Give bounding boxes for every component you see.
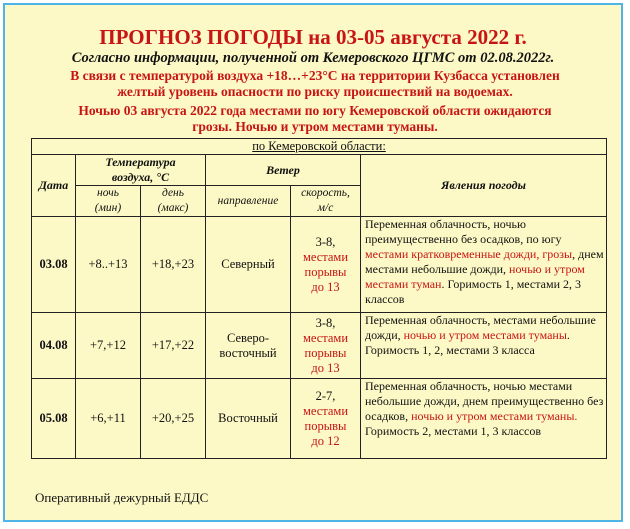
row-wind-speed [291, 313, 361, 379]
row-wind-direction [206, 313, 291, 379]
phenomena-segment: Горимость 2, местами 1, 3 классов [365, 424, 541, 438]
row-day-temp: +17,+22 [141, 313, 206, 379]
forecast-panel [3, 3, 623, 522]
header-temperature-line1: Температура [105, 155, 176, 169]
row-speed-gust-line1: местами [302, 403, 349, 418]
row-wind-direction [206, 379, 291, 459]
header-temperature-line2: воздуха, °С [111, 170, 170, 184]
phenomena-segment-warning: ночью и утром местами туман [365, 262, 585, 291]
row-speed-gust-line2: порывы [304, 418, 347, 433]
source-subtitle: Согласно информации, полученной от Кемеровского ЦГМС от 02.08.2022г. [71, 50, 555, 66]
row-speed-gust-line1: местами [302, 330, 349, 345]
warning-line-1: В связи с температурой воздуха +18…+23°С на территории Кузбасса установлен [70, 68, 560, 83]
row-speed-gust-line2: порывы [304, 264, 347, 279]
header-phenomena: Явления погоды [361, 155, 607, 217]
warning-line-2: желтый уровень опасности по риску происшествий на водоемах. [117, 84, 513, 99]
warning-line-3: Ночью 03 августа 2022 года местами по югу Кемеровской области ожидаются [78, 103, 552, 118]
row-phenomena [361, 313, 607, 379]
row-speed-range: 3-8, [315, 315, 336, 330]
row-speed-range: 2-7, [315, 388, 336, 403]
header-direction: направление [206, 186, 291, 217]
header-speed-line1: скорость, [301, 187, 350, 199]
row-speed-gust-line3: до 13 [311, 360, 340, 375]
header-night [76, 186, 141, 217]
row-speed-gust-line3: до 12 [311, 433, 340, 448]
row-speed-range: 3-8, [315, 234, 336, 249]
row-day-temp: +18,+23 [141, 217, 206, 313]
table-row [32, 313, 607, 379]
row-date: 04.08 [32, 313, 76, 379]
row-wind-direction-line1: Восточный [218, 411, 278, 425]
row-wind-direction-line1: Северо- [226, 330, 270, 345]
header-night-line2: (мин) [94, 202, 122, 214]
row-night-temp: +7,+12 [76, 313, 141, 379]
header-day [141, 186, 206, 217]
table-row [32, 217, 607, 313]
header-day-line2: (макс) [157, 202, 189, 214]
header-night-line1: ночь [97, 187, 119, 199]
footer-signature: Оперативный дежурный ЕДДС [35, 490, 209, 505]
row-speed-gust-line1: местами [302, 249, 349, 264]
table-row [32, 379, 607, 459]
phenomena-segment: Переменная облачность, местами небольшие дожди, [365, 313, 596, 342]
region-label: по Кемеровской области: [32, 139, 607, 155]
row-wind-direction [206, 217, 291, 313]
header-row-1 [32, 155, 607, 186]
phenomena-segment: . Горимость 1, местами 2, 3 классов [365, 277, 581, 306]
phenomena-segment: Переменная облачность, ночью местами небольшие дожди, днем преимущественно без осадков, [365, 379, 604, 423]
forecast-table [31, 138, 607, 459]
row-night-temp: +8..+13 [76, 217, 141, 313]
header-day-line1: день [161, 187, 184, 199]
warning-line-4: грозы. Ночью и утром местами туманы. [192, 119, 438, 134]
row-speed-gust-line3: до 13 [311, 279, 340, 294]
row-date: 05.08 [32, 379, 76, 459]
phenomena-segment-warning: ночью и утром местами туманы [403, 328, 567, 342]
row-wind-speed [291, 217, 361, 313]
header-date: Дата [32, 155, 76, 217]
row-phenomena [361, 217, 607, 313]
row-night-temp: +6,+11 [76, 379, 141, 459]
phenomena-segment-warning: ночью и утром местами туманы. [411, 409, 578, 423]
row-phenomena [361, 379, 607, 459]
region-row [32, 139, 607, 155]
row-wind-direction-line1: Северный [221, 257, 275, 271]
header-speed-line2: м/с [317, 202, 334, 214]
header-temperature [76, 155, 206, 186]
row-day-temp: +20,+25 [141, 379, 206, 459]
row-wind-speed [291, 379, 361, 459]
phenomena-segment: . Горимость 1, 2, местами 3 класса [365, 328, 570, 357]
phenomena-segment: Переменная облачность, ночью преимущественно без осадков, по югу [365, 217, 562, 246]
row-date: 03.08 [32, 217, 76, 313]
header-speed [291, 186, 361, 217]
row-speed-gust-line2: порывы [304, 345, 347, 360]
phenomena-segment-warning: местами кратковременные дожди, грозы [365, 247, 573, 261]
header-wind: Ветер [206, 155, 361, 186]
row-wind-direction-line2: восточный [219, 345, 277, 360]
phenomena-segment: , днем местами небольшие дожди, [365, 247, 604, 276]
page-title: ПРОГНОЗ ПОГОДЫ на 03-05 августа 2022 г. [99, 25, 527, 49]
